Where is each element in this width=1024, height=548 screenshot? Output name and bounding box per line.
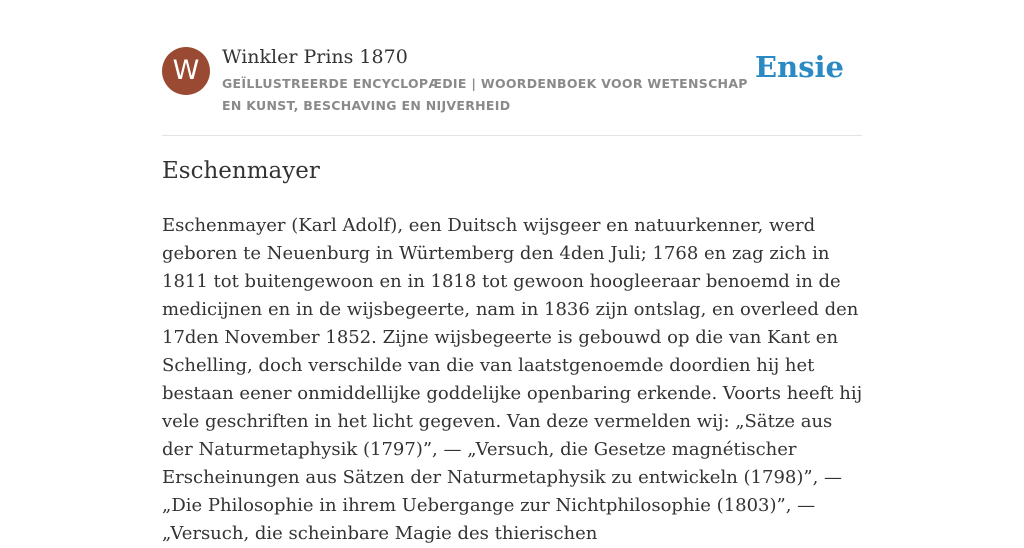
source-title[interactable]: Winkler Prins 1870 xyxy=(222,46,408,68)
source-subtitle: GEÏLLUSTREERDE ENCYCLOPÆDIE | WOORDENBOEK VOOR WETENSCHAP EN KUNST, BESCHAVING EN NIJVERHEID xyxy=(222,76,748,113)
entry-body: Eschenmayer (Karl Adolf), een Duitsch wijsgeer en natuurkenner, werd geboren te Neuenburg in Würtemberg den 4den Juli; 1768 en zag zich in 1811 tot buitengewoon en in 1818 tot gewoon hoogleeraar benoemd in de medicijnen en in de wijsbegeerte, nam in 1836 zijn ontslag, en overleed den 17den November 1852. Zijne wijsbegeerte is gebouwd op die van Kant en Schelling, doch verschilde van die van laatstgenoemde doordien hij het bestaan eener onmiddellijke goddelijke openbaring erkende. Voorts heeft hij vele geschriften in het licht gegeven. Van deze vermelden wij: „Sätze aus der Naturmetaphysik (1797)”, — „Versuch, die Gesetze magnétischer Erscheinungen aus Sätzen der Naturmetaphysik zu entwickeln (1798)”, — „Die Philosophie in ihrem Uebergange zur Nichtphilosophie (1803)”, — „Versuch, die scheinbare Magie des thierischen xyxy=(162,215,863,544)
source-avatar[interactable]: W xyxy=(162,47,210,95)
header-divider xyxy=(162,135,862,136)
ensie-logo[interactable]: Ensie xyxy=(755,50,844,84)
entry-title: Eschenmayer xyxy=(162,158,320,184)
source-header xyxy=(162,46,862,136)
